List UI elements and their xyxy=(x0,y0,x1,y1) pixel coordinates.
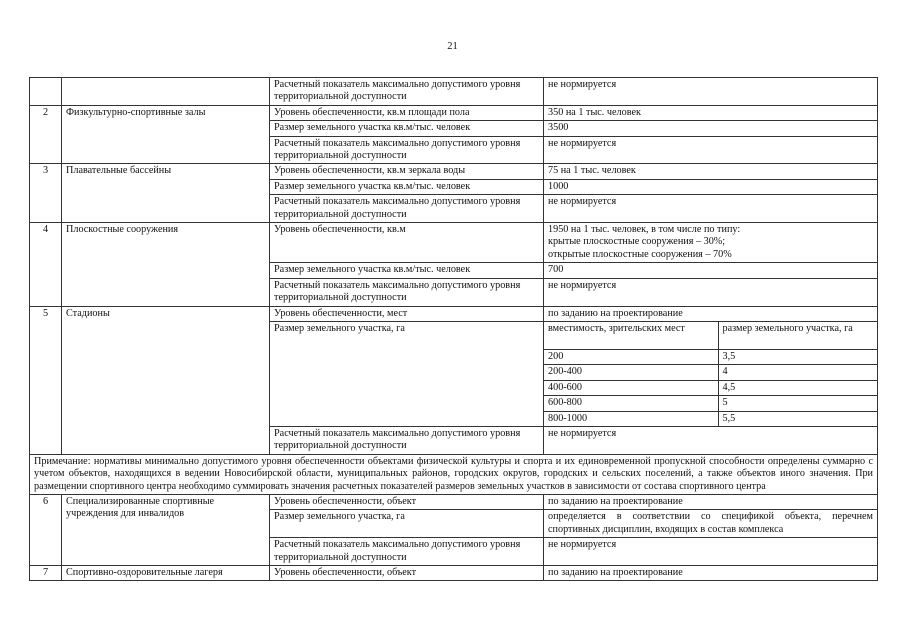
object-name-cell: Специализированные спортивные учреждения для инвалидов xyxy=(62,494,270,565)
area-cell: 3,5 xyxy=(718,349,877,364)
area-cell: 4,5 xyxy=(718,380,877,395)
value-cell: 1000 xyxy=(544,179,878,194)
note-cell: Примечание: нормативы минимально допустимого уровня обеспеченности объектами физической культуры и спорта и их единовременной пропускной способности определены суммарно с учетом объектов, находящихся в ведении Новосибирской области, муниципальных районов, городских округов, городских и сельских поселений, а также объектов иного значения. При размещении спортивного центра необходимо суммировать значения расчетных показателей размеров земельных участков в зависимости от состава спортивного центра xyxy=(30,454,878,494)
object-name-cell: Физкультурно-спортивные залы xyxy=(62,105,270,164)
subtable-header-row xyxy=(544,322,877,350)
subtable-row xyxy=(544,411,877,426)
indicator-cell: Размер земельного участка кв.м/тыс. человек xyxy=(270,263,544,278)
value-line: крытые плоскостные сооружения – 30%; xyxy=(548,236,726,248)
table-row xyxy=(30,223,878,263)
indicator-cell: Уровень обеспеченности, мест xyxy=(270,306,544,321)
value-cell: не нормируется xyxy=(544,195,878,223)
value-cell: по заданию на проектирование xyxy=(544,494,878,509)
capacity-cell: 200 xyxy=(544,349,718,364)
value-cell: по заданию на проектирование xyxy=(544,306,878,321)
indicator-cell: Уровень обеспеченности, объект xyxy=(270,566,544,581)
indicator-cell: Размер земельного участка кв.м/тыс. человек xyxy=(270,121,544,136)
value-cell: не нормируется xyxy=(544,426,878,454)
table-row xyxy=(30,454,878,494)
indicator-cell: Размер земельного участка кв.м/тыс. человек xyxy=(270,179,544,194)
value-cell: определяется в соответствии со спецификой объекта, перечнем спортивных дисциплин, входящих в состав комплекса xyxy=(544,510,878,538)
indicator-cell: Расчетный показатель максимально допустимого уровня территориальной доступности xyxy=(270,426,544,454)
area-cell: 5 xyxy=(718,396,877,411)
indicator-cell: Расчетный показатель максимально допустимого уровня территориальной доступности xyxy=(270,538,544,566)
row-number-cell: 4 xyxy=(30,223,62,306)
indicator-cell: Расчетный показатель максимально допустимого уровня территориальной доступности xyxy=(270,278,544,306)
area-cell: 4 xyxy=(718,365,877,380)
indicator-cell: Уровень обеспеченности, кв.м xyxy=(270,223,544,263)
value-line: 1950 на 1 тыс. человек, в том числе по типу: xyxy=(548,224,741,236)
row-number-cell: 2 xyxy=(30,105,62,164)
table-row xyxy=(30,306,878,321)
value-cell: не нормируется xyxy=(544,538,878,566)
stadium-area-subtable-cell xyxy=(544,321,878,426)
value-cell: 350 на 1 тыс. человек xyxy=(544,105,878,120)
value-line: открытые плоскостные сооружения – 70% xyxy=(548,248,732,260)
capacity-header: вместимость, зрительских мест xyxy=(544,322,718,350)
indicator-cell: Расчетный показатель максимально допустимого уровня территориальной доступности xyxy=(270,136,544,164)
area-cell: 5,5 xyxy=(722,412,736,424)
row-number-cell xyxy=(30,78,62,106)
capacity-cell: 600-800 xyxy=(544,396,718,411)
norms-table xyxy=(29,77,878,581)
stadium-area-subtable xyxy=(544,322,877,426)
capacity-cell: 200-400 xyxy=(544,365,718,380)
indicator-cell: Размер земельного участка, га xyxy=(270,510,544,538)
value-cell: 75 на 1 тыс. человек xyxy=(544,164,878,179)
value-cell: по заданию на проектирование xyxy=(544,566,878,581)
subtable-row xyxy=(544,365,877,380)
table-row xyxy=(30,494,878,509)
value-cell xyxy=(544,223,878,263)
subtable-row xyxy=(544,380,877,395)
capacity-cell: 800-1000 xyxy=(544,411,718,426)
value-cell: 700 xyxy=(544,263,878,278)
indicator-cell: Уровень обеспеченности, объект xyxy=(270,494,544,509)
value-cell: не нормируется xyxy=(544,78,878,106)
subtable-row xyxy=(544,349,877,364)
table-row xyxy=(30,78,878,106)
indicator-cell: Уровень обеспеченности, кв.м зеркала воды xyxy=(270,164,544,179)
page-number: 21 xyxy=(447,41,458,52)
table-row xyxy=(30,164,878,179)
subtable-row xyxy=(544,396,877,411)
capacity-cell: 400-600 xyxy=(544,380,718,395)
table-row xyxy=(30,566,878,581)
value-cell: 3500 xyxy=(544,121,878,136)
row-number-cell: 5 xyxy=(30,306,62,454)
indicator-cell: Расчетный показатель максимально допустимого уровня территориальной доступности xyxy=(270,78,544,106)
object-name-cell: Плоскостные сооружения xyxy=(62,223,270,306)
object-name-cell: Стадионы xyxy=(62,306,270,454)
row-number-cell: 6 xyxy=(30,494,62,565)
row-number-cell: 7 xyxy=(30,566,62,581)
indicator-cell: Расчетный показатель максимально допустимого уровня территориальной доступности xyxy=(270,195,544,223)
indicator-cell: Размер земельного участка, га xyxy=(270,321,544,426)
indicator-cell: Уровень обеспеченности, кв.м площади пола xyxy=(270,105,544,120)
object-name-cell xyxy=(62,78,270,106)
area-header: размер земельного участка, га xyxy=(718,322,877,350)
value-cell: не нормируется xyxy=(544,278,878,306)
object-name-cell: Плавательные бассейны xyxy=(62,164,270,223)
object-name-cell: Спортивно-оздоровительные лагеря xyxy=(62,566,270,581)
value-cell: не нормируется xyxy=(544,136,878,164)
table-row xyxy=(30,105,878,120)
row-number-cell: 3 xyxy=(30,164,62,223)
